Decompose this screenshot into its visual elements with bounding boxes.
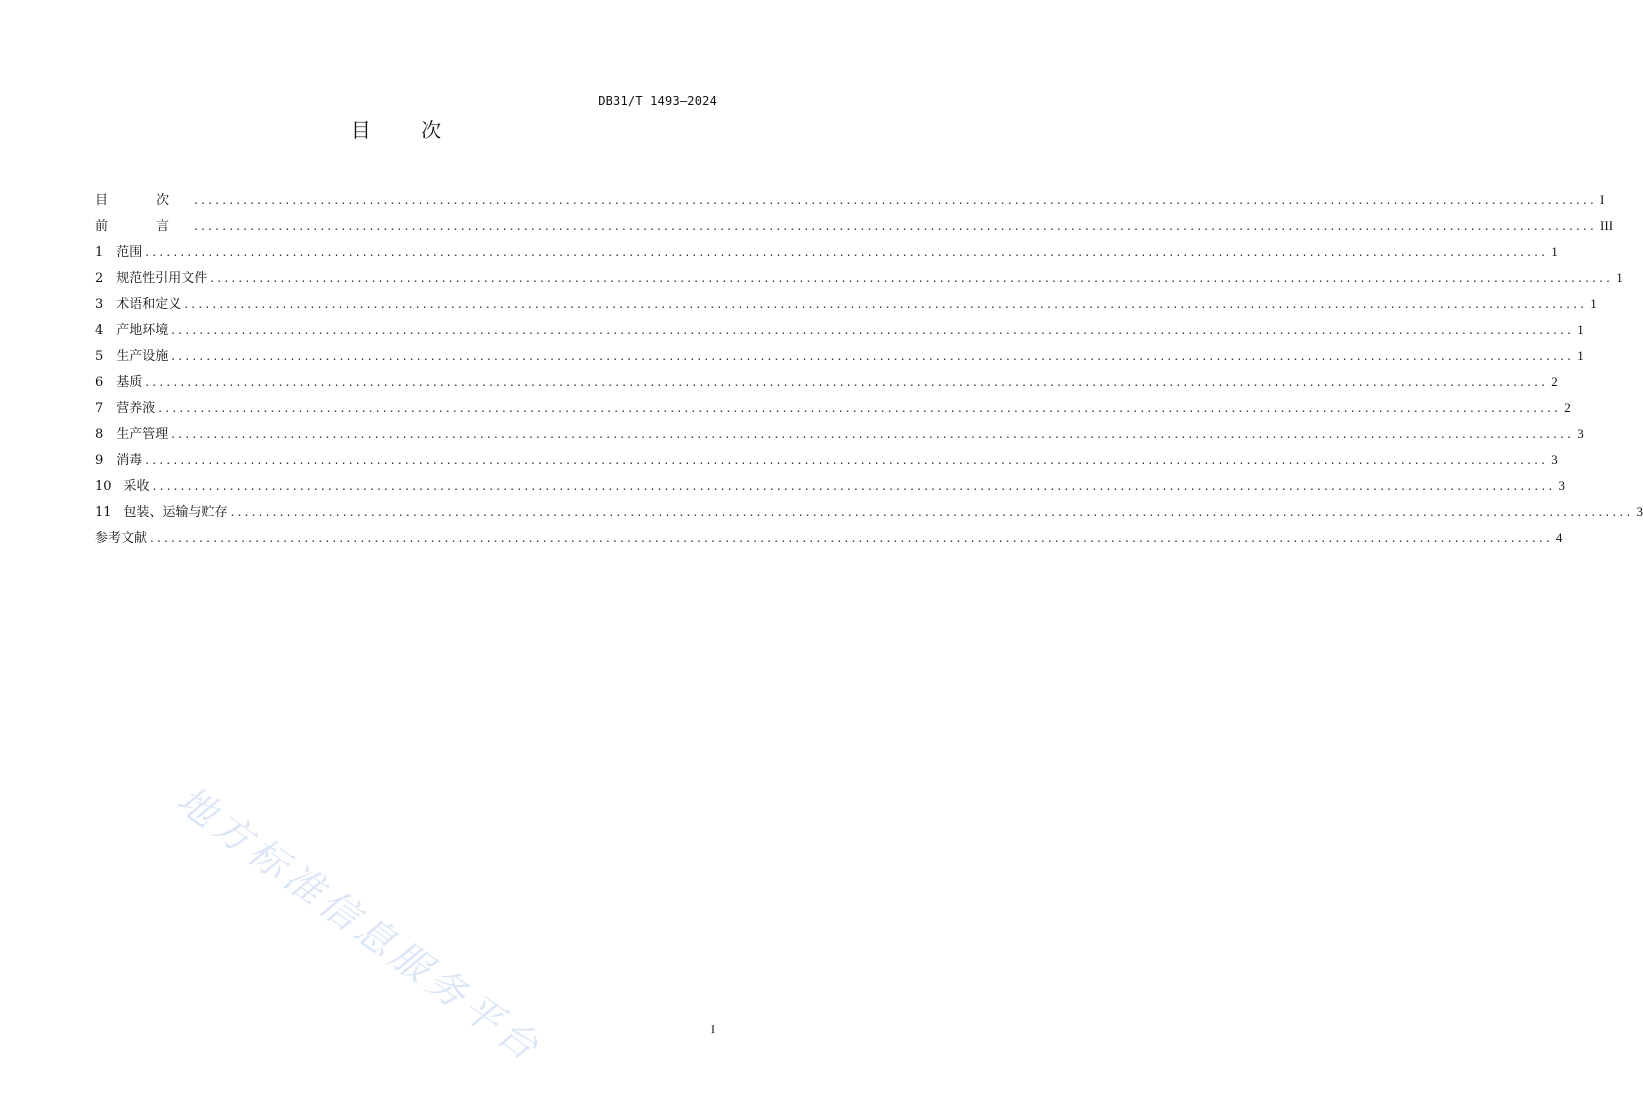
dot-leader: ........................................................................................................................................................................................................ xyxy=(184,297,1588,311)
toc-entry-number: 1 xyxy=(95,245,104,260)
toc-entry[interactable] xyxy=(95,265,1623,291)
toc-entry-page: 1 xyxy=(1577,322,1584,337)
toc-entry-label: 包装、运输与贮存 xyxy=(123,505,228,520)
toc-entry[interactable] xyxy=(95,291,1597,317)
toc-entry-label: 营养液 xyxy=(116,401,156,416)
toc-entry[interactable] xyxy=(95,317,1584,343)
toc-entry-number: 9 xyxy=(95,453,104,468)
toc-entry[interactable] xyxy=(95,213,1614,239)
dot-leader: ........................................................................................................................................................................................................ xyxy=(145,245,1549,259)
toc-entry-number: 3 xyxy=(95,297,104,312)
toc-entry-label: 参考文献 xyxy=(95,531,148,546)
toc-entry-number: 5 xyxy=(95,349,104,364)
toc-entry-number: 6 xyxy=(95,375,104,390)
toc-entry[interactable] xyxy=(95,473,1565,499)
toc-entry-page: 3 xyxy=(1558,478,1565,493)
toc-entry-label: 基质 xyxy=(116,375,143,390)
toc-entry[interactable] xyxy=(95,421,1584,447)
dot-leader: ........................................................................................................................................................................................................ xyxy=(194,193,1598,207)
dot-leader: ........................................................................................................................................................................................................ xyxy=(145,453,1549,467)
toc-entry-page: 1 xyxy=(1577,348,1584,363)
toc-entry-label: 前 言 xyxy=(95,219,192,234)
toc-entry-label: 采收 xyxy=(123,479,150,494)
toc-entry-label: 范围 xyxy=(116,245,143,260)
toc-entry-page: 1 xyxy=(1616,270,1623,285)
toc-entry-number: 2 xyxy=(95,271,104,286)
dot-leader: ........................................................................................................................................................................................................ xyxy=(171,427,1575,441)
toc-entry-label: 规范性引用文件 xyxy=(116,271,208,286)
dot-leader: ........................................................................................................................................................................................................ xyxy=(171,349,1575,363)
toc-entry-number: 8 xyxy=(95,427,104,442)
toc-entry[interactable] xyxy=(95,343,1584,369)
toc-entry-number: 7 xyxy=(95,401,104,416)
dot-leader: ........................................................................................................................................................................................................ xyxy=(158,401,1562,415)
toc-entry-page: 2 xyxy=(1551,374,1558,389)
dot-leader: ........................................................................................................................................................................................................ xyxy=(145,375,1549,389)
toc-entry[interactable] xyxy=(95,239,1558,265)
toc-entry-label: 生产设施 xyxy=(116,349,169,364)
toc-entry-page: 1 xyxy=(1551,244,1558,259)
toc-entry[interactable] xyxy=(95,395,1571,421)
toc-entry-page: 3 xyxy=(1551,452,1558,467)
toc-entry-label: 生产管理 xyxy=(116,427,169,442)
dot-leader: ........................................................................................................................................................................................................ xyxy=(194,219,1598,233)
toc-entry-page: 4 xyxy=(1555,530,1563,545)
toc-entry-label: 目 次 xyxy=(95,193,192,208)
toc-entry-page: I xyxy=(1600,192,1605,207)
table-of-contents xyxy=(95,187,1643,551)
toc-entry[interactable] xyxy=(95,187,1605,213)
toc-entry-number: 11 xyxy=(95,505,112,520)
dot-leader: ........................................................................................................................................................................................................ xyxy=(150,531,1553,545)
toc-entry-page: 1 xyxy=(1590,296,1597,311)
page-number: I xyxy=(711,1022,715,1036)
document-code: DB31/T 1493—2024 xyxy=(598,94,717,108)
dot-leader: ........................................................................................................................................................................................................ xyxy=(210,271,1614,285)
dot-leader: ........................................................................................................................................................................................................ xyxy=(171,323,1575,337)
toc-entry-number: 4 xyxy=(95,323,104,338)
toc-entry-page: III xyxy=(1600,218,1614,233)
page-title: 目 次 xyxy=(350,118,464,142)
dot-leader: ........................................................................................................................................................................................................ xyxy=(230,505,1634,519)
toc-entry[interactable] xyxy=(95,499,1643,525)
dot-leader: ........................................................................................................................................................................................................ xyxy=(152,479,1556,493)
watermark: 地方标准信息服务平台 xyxy=(168,777,551,1072)
toc-entry-number: 10 xyxy=(95,479,112,494)
toc-entry[interactable] xyxy=(95,525,1563,551)
toc-entry-page: 2 xyxy=(1564,400,1571,415)
toc-entry-page: 3 xyxy=(1636,504,1643,519)
toc-entry[interactable] xyxy=(95,369,1558,395)
toc-entry-page: 3 xyxy=(1577,426,1584,441)
toc-entry-label: 术语和定义 xyxy=(116,297,182,312)
toc-entry[interactable] xyxy=(95,447,1558,473)
toc-entry-label: 产地环境 xyxy=(116,323,169,338)
toc-entry-label: 消毒 xyxy=(116,453,143,468)
